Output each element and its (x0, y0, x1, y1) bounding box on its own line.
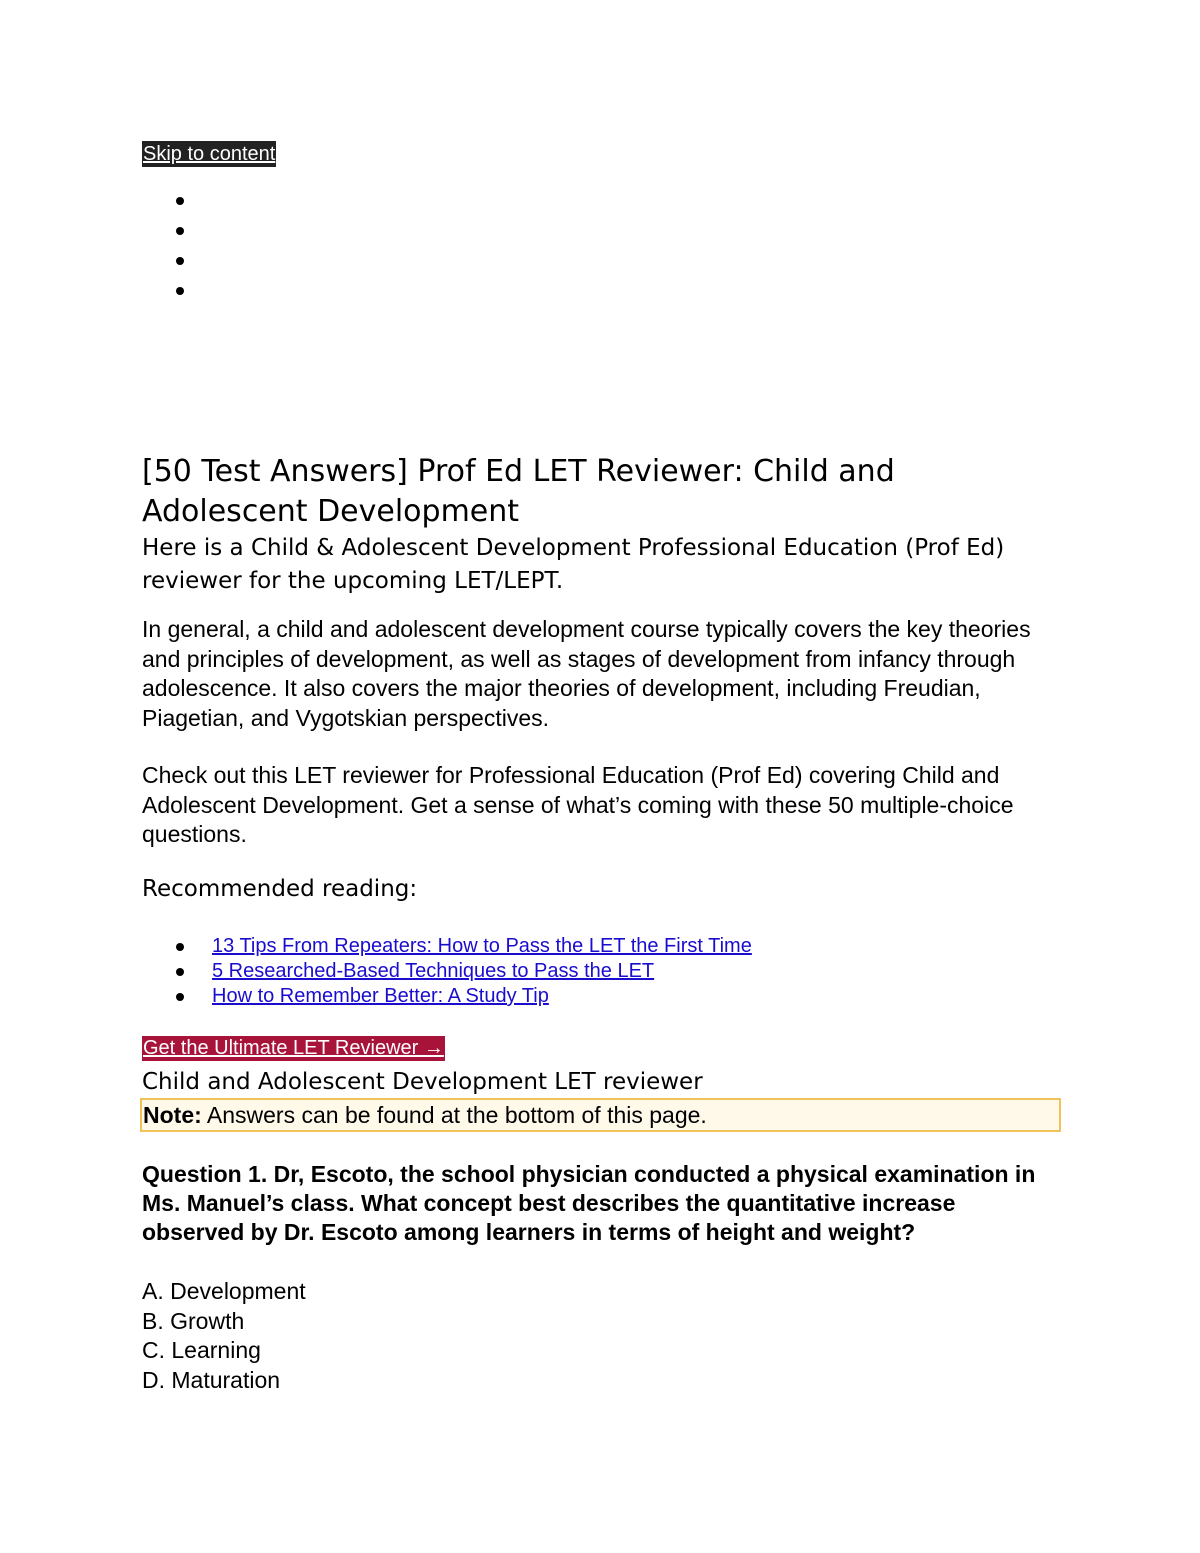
answer-option: A. Development (142, 1278, 306, 1304)
recommended-link[interactable]: 13 Tips From Repeaters: How to Pass the LET the First Time (212, 935, 752, 957)
note-text: Answers can be found at the bottom of this page. (201, 1102, 707, 1128)
section-heading: Child and Adolescent Development LET reviewer (142, 1069, 703, 1095)
article-title: [50 Test Answers] Prof Ed LET Reviewer: Child and Adolescent Development (142, 454, 895, 529)
list-item (142, 959, 752, 984)
intro-paragraph: In general, a child and adolescent development course typically covers the key theories and principles of development, as well as stages of development from infancy through adolescence. It also covers the major theories of development, including Freudian, Piagetian, and Vygotskian perspectives. (142, 616, 1031, 731)
intro-paragraph: Check out this LET reviewer for Professional Education (Prof Ed) covering Child and Adolescent Development. Get a sense of what’s coming with these 50 multiple-choice questions. (142, 762, 1014, 847)
note-label: Note: (143, 1102, 202, 1128)
list-item (142, 984, 752, 1009)
article-subtitle: Here is a Child & Adolescent Development Professional Education (Prof Ed) reviewer for the upcoming LET/LEPT. (142, 535, 1005, 594)
answer-option: B. Growth (142, 1307, 245, 1334)
ultimate-reviewer-cta-link[interactable]: Get the Ultimate LET Reviewer → (143, 1037, 444, 1059)
recommended-link[interactable]: How to Remember Better: A Study Tip (212, 985, 549, 1007)
answer-option: D. Maturation (142, 1366, 281, 1393)
recommended-link[interactable]: 5 Researched-Based Techniques to Pass the LET (212, 960, 655, 982)
skip-to-content-link[interactable]: Skip to content (143, 143, 276, 165)
note-box (140, 1098, 1061, 1132)
list-item (142, 934, 752, 959)
recommended-reading-list (142, 934, 752, 1009)
answer-option: C. Learning (142, 1337, 261, 1363)
answer-options (142, 1277, 306, 1395)
recommended-reading-heading: Recommended reading: (142, 876, 418, 902)
question-text: Question 1. Dr, Escoto, the school physician conducted a physical examination in Ms. Manuel’s class. What concept best describes the quantitative increase observed by Dr. Escoto among learners in terms of height and weight? (142, 1161, 1036, 1245)
